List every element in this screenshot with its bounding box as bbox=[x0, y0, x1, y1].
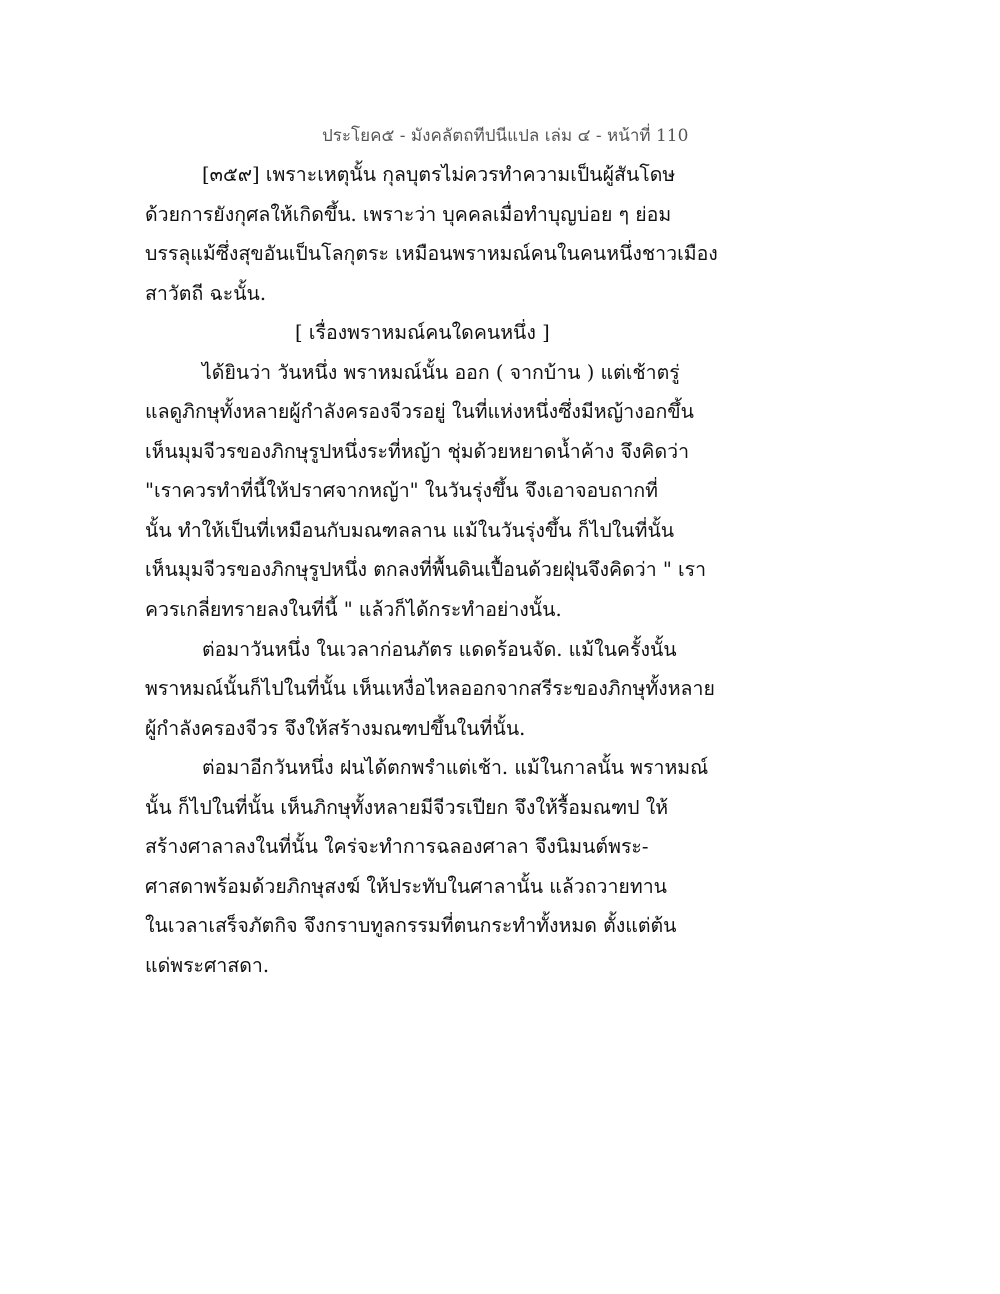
text-line: นั้น ก็ไปในที่นั้น เห็นภิกษุทั้งหลายมีจีวรเปียก จึงให้รื้อมณฑป ให้ bbox=[145, 796, 669, 819]
text-line: ควรเกลี่ยทรายลงในที่นี้ " แล้วก็ได้กระทำอย่างนั้น. bbox=[145, 598, 562, 621]
text-line: "เราควรทำที่นี้ให้ปราศจากหญ้า" ในวันรุ่งขึ้น จึงเอาจอบถากที่ bbox=[145, 479, 659, 502]
text-line: ได้ยินว่า วันหนึ่ง พราหมณ์นั้น ออก ( จากบ้าน ) แต่เช้าตรู่ bbox=[202, 361, 680, 384]
text-line: ผู้กำลังครองจีวร จึงให้สร้างมณฑปขึ้นในที่นั้น. bbox=[145, 717, 526, 740]
text-line: ต่อมาอีกวันหนึ่ง ฝนได้ตกพรำแต่เช้า. แม้ในกาลนั้น พราหมณ์ bbox=[202, 756, 709, 779]
text-line: พราหมณ์นั้นก็ไปในที่นั้น เห็นเหงื่อไหลออกจากสรีระของภิกษุทั้งหลาย bbox=[145, 677, 715, 700]
text-line: เห็นมุมจีวรของภิกษุรูปหนึ่งระที่หญ้า ชุ่มด้วยหยาดน้ำค้าง จึงคิดว่า bbox=[145, 440, 690, 463]
text-line: นั้น ทำให้เป็นที่เหมือนกับมณฑลลาน แม้ในวันรุ่งขึ้น ก็ไปในที่นั้น bbox=[145, 519, 675, 542]
text-line: ด้วยการยังกุศลให้เกิดขึ้น. เพราะว่า บุคคลเมื่อทำบุญบ่อย ๆ ย่อม bbox=[145, 203, 672, 226]
text-line: แด่พระศาสดา. bbox=[145, 954, 270, 977]
text-line: แลดูภิกษุทั้งหลายผู้กำลังครองจีวรอยู่ ในที่แห่งหนึ่งซึ่งมีหญ้างอกขึ้น bbox=[145, 400, 694, 423]
text-line: ในเวลาเสร็จภัตกิจ จึงกราบทูลกรรมที่ตนกระทำทั้งหมด ตั้งแต่ต้น bbox=[145, 914, 677, 937]
text-line: ต่อมาวันหนึ่ง ในเวลาก่อนภัตร แดดร้อนจัด. แม้ในครั้งนั้น bbox=[202, 638, 677, 661]
text-line: สาวัตถี ฉะนั้น. bbox=[145, 282, 267, 305]
text-line: บรรลุแม้ซึ่งสุขอันเป็นโลกุตระ เหมือนพราหมณ์คนในคนหนึ่งชาวเมือง bbox=[145, 242, 718, 265]
text-line: ศาสดาพร้อมด้วยภิกษุสงฆ์ ให้ประทับในศาลานั้น แล้วถวายทาน bbox=[145, 875, 667, 898]
text-line: สร้างศาลาลงในที่นั้น ใคร่จะทำการฉลองศาลา จึงนิมนต์พระ- bbox=[145, 835, 649, 858]
text-line: [๓๕๙] เพราะเหตุนั้น กุลบุตรไม่ควรทำความเป็นผู้สันโดษ bbox=[202, 163, 676, 186]
page-header: ประโยค๕ - มังคลัตถทีปนีแปล เล่ม ๔ - หน้าที่ 110 bbox=[322, 126, 689, 146]
text-line: เห็นมุมจีวรของภิกษุรูปหนึ่ง ตกลงที่พื้นดินเปื้อนด้วยฝุ่นจึงคิดว่า " เรา bbox=[145, 558, 707, 581]
section-heading: [ เรื่องพราหมณ์คนใดคนหนึ่ง ] bbox=[295, 321, 550, 344]
